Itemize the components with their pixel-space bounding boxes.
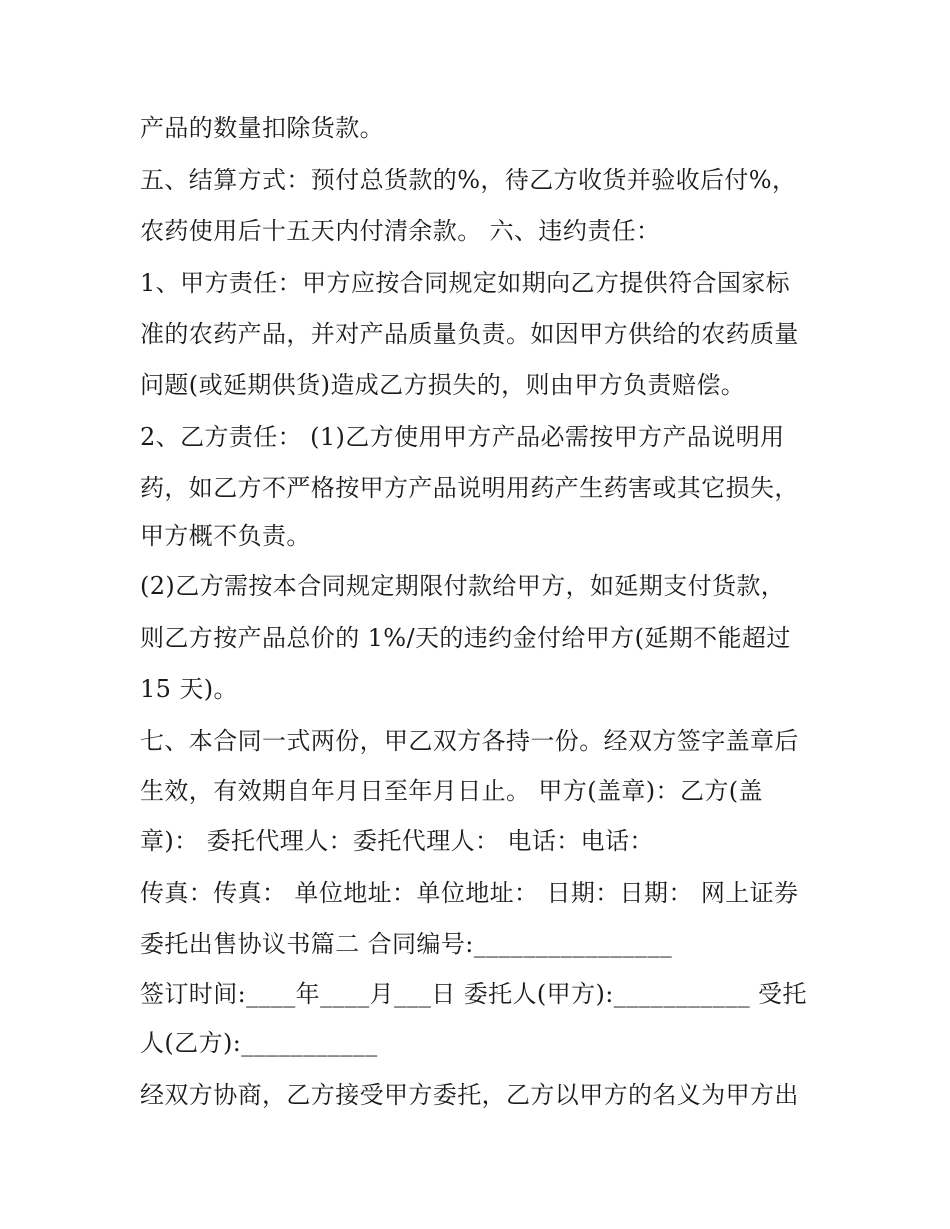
text-line: 则乙方按产品总价的 1%/天的违约金付给甲方(延期不能超过 xyxy=(140,624,791,652)
text-line: 传真：传真： 单位地址：单位地址： 日期：日期： 网上证券 xyxy=(140,879,799,907)
text-line: 2、乙方责任： (1)乙方使用甲方产品必需按甲方产品说明用 xyxy=(140,423,785,451)
text-line: (2)乙方需按本合同规定期限付款给甲方，如延期支付货款， xyxy=(140,572,786,600)
text-line: 人(乙方):___________ xyxy=(140,1029,378,1057)
text-line: 经双方协商，乙方接受甲方委托，乙方以甲方的名义为甲方出 xyxy=(140,1081,799,1109)
text-line: 15 天)。 xyxy=(140,675,238,703)
text-line: 签订时间:____年____月___日 委托人(甲方):___________ 受托 xyxy=(140,980,807,1008)
text-line: 五、结算方式：预付总货款的%，待乙方收货并验收后付%， xyxy=(140,166,797,194)
text-line: 农药使用后十五天内付清余款。 六、违约责任： xyxy=(140,217,661,245)
text-line: 药，如乙方不严格按甲方产品说明用药产生药害或其它损失， xyxy=(140,474,799,502)
text-line: 生效，有效期自年月日至年月日止。 甲方(盖章)：乙方(盖 xyxy=(140,777,763,805)
text-line: 准的农药产品，并对产品质量负责。如因甲方供给的农药质量 xyxy=(140,320,799,348)
text-line: 产品的数量扣除货款。 xyxy=(140,114,384,142)
text-line: 七、本合同一式两份，甲乙双方各持一份。经双方签字盖章后 xyxy=(140,727,799,755)
text-line: 1、甲方责任：甲方应按合同规定如期向乙方提供符合国家标 xyxy=(140,269,791,297)
text-line: 委托出售协议书篇二 合同编号:________________ xyxy=(140,930,673,958)
text-line: 问题(或延期供货)造成乙方损失的，则由甲方负责赔偿。 xyxy=(140,371,746,399)
text-line: 甲方概不负责。 xyxy=(140,522,311,550)
text-line: 章)： 委托代理人：委托代理人： 电话：电话： xyxy=(140,827,654,855)
